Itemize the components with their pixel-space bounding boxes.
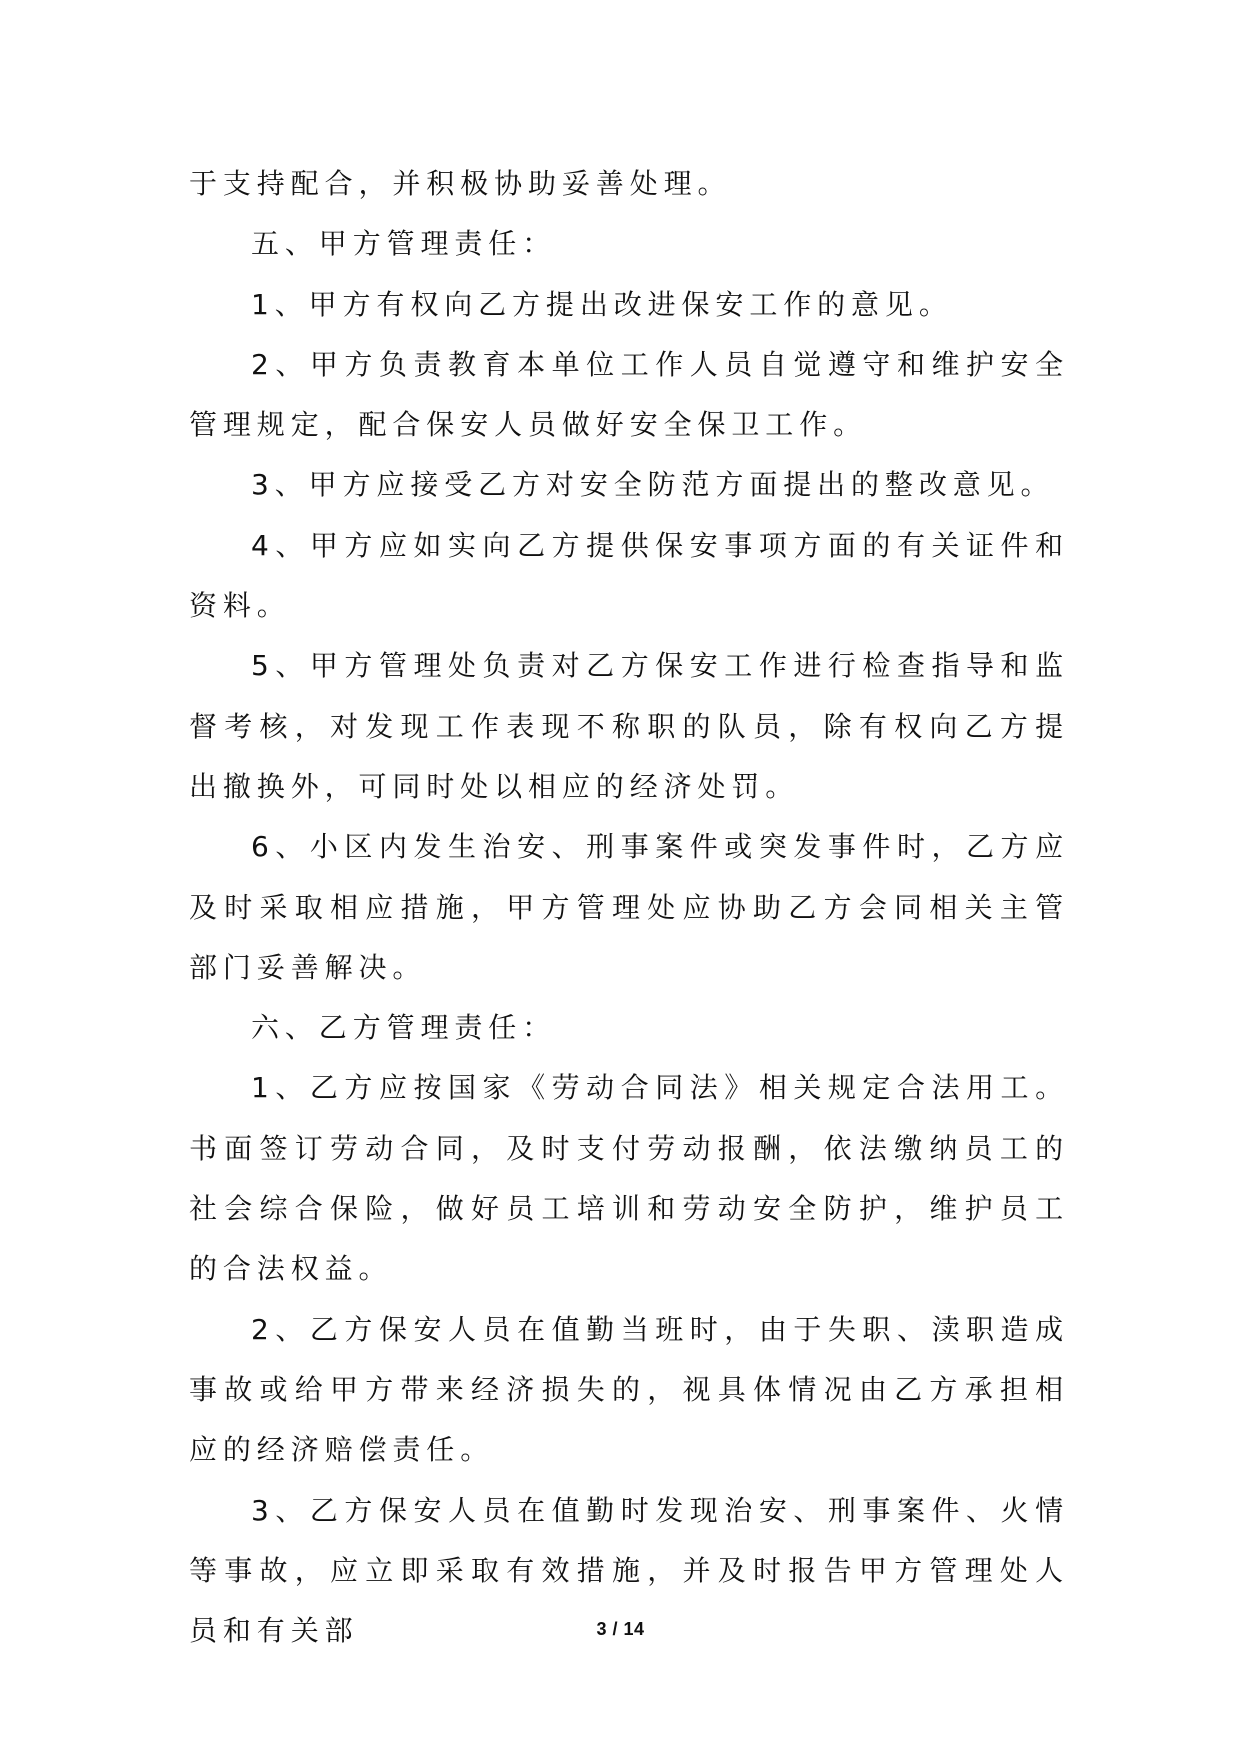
paragraph: 6、小区内发生治安、刑事案件或突发事件时，乙方应及时采取相应措施，甲方管理处应协助乙方会同相关主管部门妥善解决。 [189, 830, 1069, 984]
page-number: 3 / 14 [596, 1619, 645, 1639]
paragraph: 1、甲方有权向乙方提出改进保安工作的意见。 [251, 287, 953, 321]
paragraph: 于支持配合，并积极协助妥善处理。 [189, 167, 732, 200]
paragraph: 1、乙方应按国家《劳动合同法》相关规定合法用工。书面签订劳动合同，及时支付劳动报酬，依法缴纳员工的社会综合保险，做好员工培训和劳动安全防护，维护员工的合法权益。 [189, 1071, 1069, 1286]
paragraph: 2、甲方负责教育本单位工作人员自觉遵守和维护安全管理规定，配合保安人员做好安全保卫工作。 [189, 347, 1069, 442]
paragraph: 3、乙方保安人员在值勤时发现治安、刑事案件、火情等事故，应立即采取有效措施，并及时报告甲方管理处人员和有关部 [189, 1493, 1069, 1648]
section-heading-party-b: 六、乙方管理责任： [251, 1011, 557, 1045]
document-body [189, 154, 1069, 1661]
paragraph: 5、甲方管理处负责对乙方保安工作进行检查指导和监督考核，对发现工作表现不称职的队员，除有权向乙方提出撤换外，可同时处以相应的经济处罚。 [189, 649, 1069, 803]
paragraph: 4、甲方应如实向乙方提供保安事项方面的有关证件和资料。 [189, 528, 1069, 623]
paragraph: 3、甲方应接受乙方对安全防范方面提出的整改意见。 [251, 468, 1055, 502]
paragraph: 2、乙方保安人员在值勤当班时，由于失职、渎职造成事故或给甲方带来经济损失的，视具体情况由乙方承担相应的经济赔偿责任。 [189, 1312, 1069, 1467]
section-heading-party-a: 五、甲方管理责任： [251, 227, 557, 261]
